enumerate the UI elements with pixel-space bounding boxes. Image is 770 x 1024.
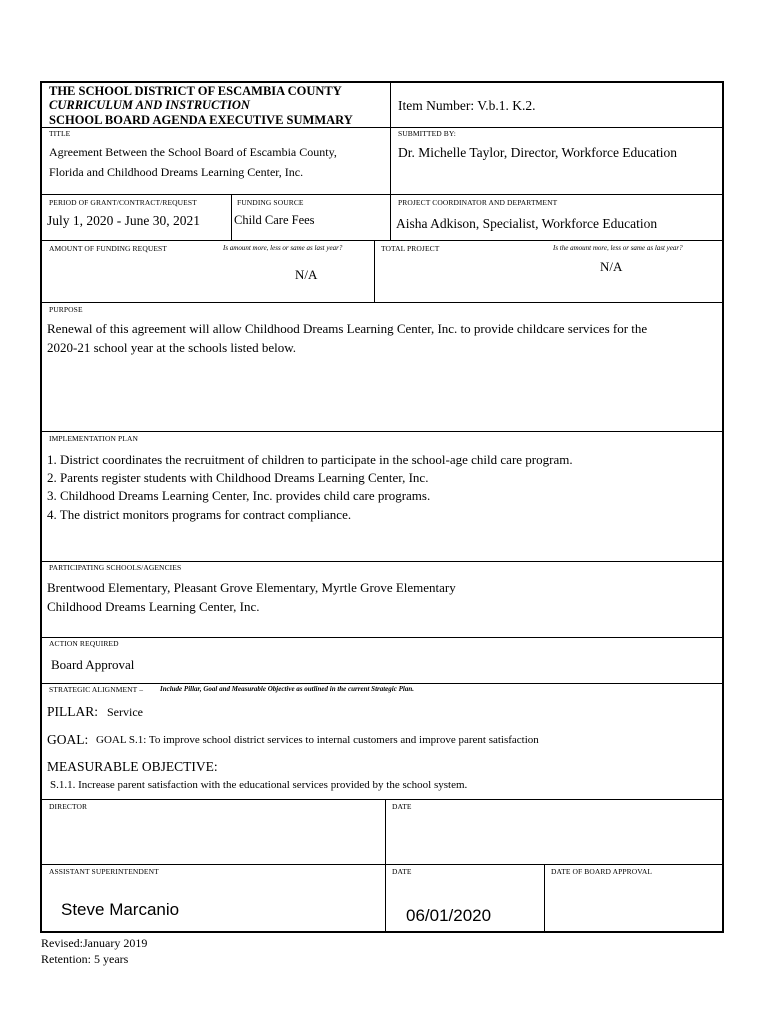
funding-source-label: FUNDING SOURCE xyxy=(237,198,304,207)
coordinator-label: PROJECT COORDINATOR AND DEPARTMENT xyxy=(398,198,558,207)
asst-date-label: DATE xyxy=(392,867,412,876)
director-date-label: DATE xyxy=(392,802,412,811)
amount-value: N/A xyxy=(295,267,318,282)
divider xyxy=(42,683,722,684)
divider xyxy=(42,864,722,865)
purpose-line-1: Renewal of this agreement will allow Childhood Dreams Learning Center, Inc. to provide childcare services for the xyxy=(47,321,648,336)
total-project-label: TOTAL PROJECT xyxy=(381,244,440,253)
period-value: July 1, 2020 - June 30, 2021 xyxy=(47,213,200,228)
asst-signature-date: 06/01/2020 xyxy=(406,906,492,925)
divider xyxy=(42,127,722,128)
department-title: CURRICULUM AND INSTRUCTION xyxy=(49,98,250,112)
purpose-label: PURPOSE xyxy=(49,305,83,314)
divider xyxy=(390,194,391,240)
director-label: DIRECTOR xyxy=(49,802,88,811)
strategic-note: Include Pillar, Goal and Measurable Objective as outlined in the current Strategic Plan. xyxy=(160,685,414,693)
purpose-line-2: 2020-21 school year at the schools listed below. xyxy=(47,340,296,355)
amount-label: AMOUNT OF FUNDING REQUEST xyxy=(49,244,167,253)
divider xyxy=(385,799,386,931)
objective-value: S.1.1. Increase parent satisfaction with the educational services provided by the school system. xyxy=(50,779,468,791)
divider xyxy=(544,864,545,931)
divider xyxy=(42,302,722,303)
amount-question: Is amount more, less or same as last year? xyxy=(223,244,343,252)
form-title: SCHOOL BOARD AGENDA EXECUTIVE SUMMARY xyxy=(49,113,353,127)
divider xyxy=(42,799,722,800)
coordinator-value: Aisha Adkison, Specialist, Workforce Education xyxy=(396,216,658,231)
total-project-question: Is the amount more, less or same as last year? xyxy=(553,244,683,252)
submitted-by-label: SUBMITTED BY: xyxy=(398,129,456,138)
implementation-item-3: 3. Childhood Dreams Learning Center, Inc. provides child care programs. xyxy=(47,488,431,503)
pillar-value: Service xyxy=(107,705,143,719)
title-line-2: Florida and Childhood Dreams Learning Center, Inc. xyxy=(49,165,304,179)
action-label: ACTION REQUIRED xyxy=(49,639,119,648)
title-label: TITLE xyxy=(49,129,71,138)
item-number: Item Number: V.b.1. K.2. xyxy=(398,98,536,113)
participating-line-2: Childhood Dreams Learning Center, Inc. xyxy=(47,599,260,614)
participating-label: PARTICIPATING SCHOOLS/AGENCIES xyxy=(49,563,182,572)
implementation-label: IMPLEMENTATION PLAN xyxy=(49,434,139,443)
revised-note: Revised:January 2019 xyxy=(41,936,148,950)
goal-label: GOAL: xyxy=(47,732,89,747)
divider xyxy=(42,637,722,638)
asst-superintendent-name: Steve Marcanio xyxy=(61,900,180,919)
district-title: THE SCHOOL DISTRICT OF ESCAMBIA COUNTY xyxy=(49,84,342,98)
period-label: PERIOD OF GRANT/CONTRACT/REQUEST xyxy=(49,198,197,207)
asst-superintendent-label: ASSISTANT SUPERINTENDENT xyxy=(49,867,159,876)
divider xyxy=(390,83,391,194)
implementation-item-1: 1. District coordinates the recruitment of children to participate in the school-age child care program. xyxy=(47,452,573,467)
implementation-item-2: 2. Parents register students with Childhood Dreams Learning Center, Inc. xyxy=(47,470,429,485)
funding-source-value: Child Care Fees xyxy=(234,213,315,227)
participating-line-1: Brentwood Elementary, Pleasant Grove Elementary, Myrtle Grove Elementary xyxy=(47,580,456,595)
submitted-by-value: Dr. Michelle Taylor, Director, Workforce Education xyxy=(398,145,678,160)
goal-value: GOAL S.1: To improve school district services to internal customers and improve parent satisfaction xyxy=(96,734,539,746)
divider xyxy=(42,561,722,562)
executive-summary-form xyxy=(40,81,724,933)
objective-label: MEASURABLE OBJECTIVE: xyxy=(47,759,218,774)
pillar-label: PILLAR: xyxy=(47,704,99,719)
implementation-item-4: 4. The district monitors programs for contract compliance. xyxy=(47,507,352,522)
divider xyxy=(231,194,232,240)
divider xyxy=(42,194,722,195)
divider xyxy=(42,431,722,432)
retention-note: Retention: 5 years xyxy=(41,952,129,966)
board-approval-date-label: DATE OF BOARD APPROVAL xyxy=(551,867,653,876)
divider xyxy=(42,240,722,241)
action-value: Board Approval xyxy=(51,657,135,672)
strategic-label: STRATEGIC ALIGNMENT – xyxy=(49,685,144,694)
title-line-1: Agreement Between the School Board of Escambia County, xyxy=(49,145,337,159)
total-project-value: N/A xyxy=(600,259,623,274)
divider xyxy=(374,240,375,302)
